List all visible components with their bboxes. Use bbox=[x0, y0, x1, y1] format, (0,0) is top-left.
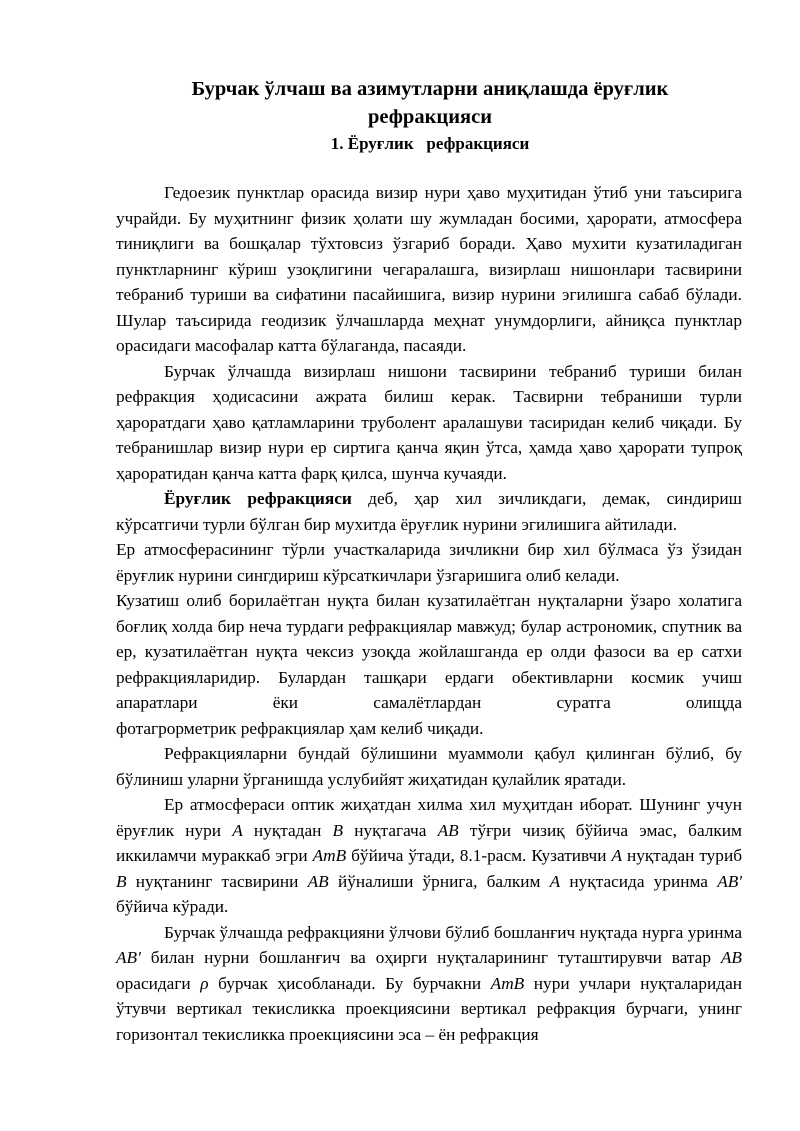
paragraph-4: Ер атмосферасининг тўрли участкаларида зичликни бир хил бўлмаса ўз ўзидан ёруғлик нурини сингдириш кўрсаткичлари ўзгаришига олиб келади. bbox=[116, 540, 742, 585]
math-tangent-ab-prime: АВ' bbox=[116, 948, 141, 967]
math-tangent-ab-prime: АВ' bbox=[717, 871, 742, 891]
document-title-line-2: рефракцияси bbox=[367, 106, 493, 128]
paragraph-1: Гедоезик пунктлар орасида визир нури ҳаво муҳитидан ўтиб уни таъсирига учрайди. Бу муҳитнинг физик ҳолати шу жумладан босими, ҳарорати, атмосфера тиниқлиги ва бошқалар тўхтовсиз ўзгариб боради. Ҳаво мухити кузатиладиган пунктларнинг кўриш узоқлигини чегаралашга, визирлаш нишонлари тасвирини тебраниб туриши ва сифатини пасайишига, визир нурини эгилишга сабаб бўлади. Шулар таъсирида геодизик ўлчашларда меҳнат унумдорлиги, айниқса пунктлар орасидаги масофалар катта бўлаганда, пасаяди. bbox=[116, 183, 742, 355]
math-point-b: В bbox=[332, 820, 344, 840]
math-curve-amb: АmВ bbox=[312, 846, 347, 865]
paragraph-3 bbox=[116, 486, 742, 537]
math-point-a: А bbox=[611, 846, 622, 865]
paragraph-5-end: фотагрорметрик рефракциялар ҳам келиб чиқади. bbox=[116, 718, 484, 738]
document-body bbox=[116, 180, 742, 1047]
math-point-a: А bbox=[232, 820, 243, 840]
math-point-b: В bbox=[116, 871, 127, 891]
paragraph-8: Бурчак ўлчашда рефракцияни ўлчови бўлиб бошланғич нуқтада нурга уринма АВ' билан нурни бошланғич ва оҳирги нуқталарининг туташтирувчи ватар АВ орасидаги ρ бурчак ҳисобланади. Бу бурчакни АmВ нури учлари нуқталаридан ўтувчи вертикал текисликка проекциясини вертикал рефракция бурчаги, унинг горизонтал текисликка проекциясини эса – ён рефракция bbox=[116, 922, 742, 1044]
paragraph-2: Бурчак ўлчашда визирлаш нишони тасвирини тебраниб туриши билан рефракция ҳодисасини ажрата билиш керак. Тасвирни тебраниши турли ҳароратдаги ҳаво қатламларини труболент аралашуви тасиридан келиб чиқади. Бу тебранишлар визир нури ер сиртига қанча яқин ўтса, ҳамда ҳаво ҳарорати тупроқ ҳароратидан қанча катта фарқ қилса, шунча кучаяди. bbox=[116, 361, 742, 483]
paragraph-7: Ер атмосфераси оптик жиҳатдан хилма хил муҳитдан иборат. Шунинг учун ёруғлик нури А нуқтадан В нуқтагача АВ тўғри чизиқ бўйича эмас, балким иккиламчи мураккаб эгри АmВ бўйича ўтади, 8.1-расм. Кузативчи А нуқтадан туриб В нуқтанинг тасвирини АВ йўналиши ўрнига, балким А нуқтасида уринма АВ' бўйича кўради. bbox=[116, 795, 742, 916]
math-segment-ab: АВ bbox=[437, 820, 459, 840]
paragraph-6: Рефракцияларни бундай бўлишини муаммоли қабул қилинган бўлиб, бу бўлиниш уларни ўрганишда услубийят жиҳатидан қулайлик яратади. bbox=[116, 744, 742, 789]
term-light-refraction: Ёруғлик рефракцияси bbox=[164, 489, 352, 508]
math-segment-ab: АВ bbox=[307, 871, 329, 891]
math-curve-amb: АmВ bbox=[490, 973, 525, 993]
document-title-line-1: Бурчак ўлчаш ва азимутларни аниқлашда ёруғлик bbox=[191, 78, 669, 100]
section-heading: 1. Ёруғлик рефракцияси bbox=[330, 134, 530, 153]
math-segment-ab: АВ bbox=[720, 948, 742, 967]
paragraph-3-text: деб, ҳар хил зичликдаги, демак, синдириш кўрсатгичи турли бўлган бир мухитда ёруғлик нурини эгилишига айтилади. bbox=[116, 489, 742, 534]
paragraph-5-text: Кузатиш олиб борилаётган нуқта билан кузатилаётган нуқталарни ўзаро холатига боғлиқ холда бир неча турдаги рефракциялар мавжуд; булар астрономик, спутник ва ер, кузатилаётган нуқта чексиз узоқда жойлашганда ер олди фазоси ва ер сатхи рефракцияларидир. Булардан ташқари ердаги обективларни космик учиш апаратлари ёки самалётлардан суратга олищда bbox=[116, 591, 742, 712]
math-point-a: А bbox=[549, 871, 561, 891]
paragraph-5 bbox=[116, 588, 742, 741]
math-angle-rho: ρ bbox=[200, 973, 209, 993]
